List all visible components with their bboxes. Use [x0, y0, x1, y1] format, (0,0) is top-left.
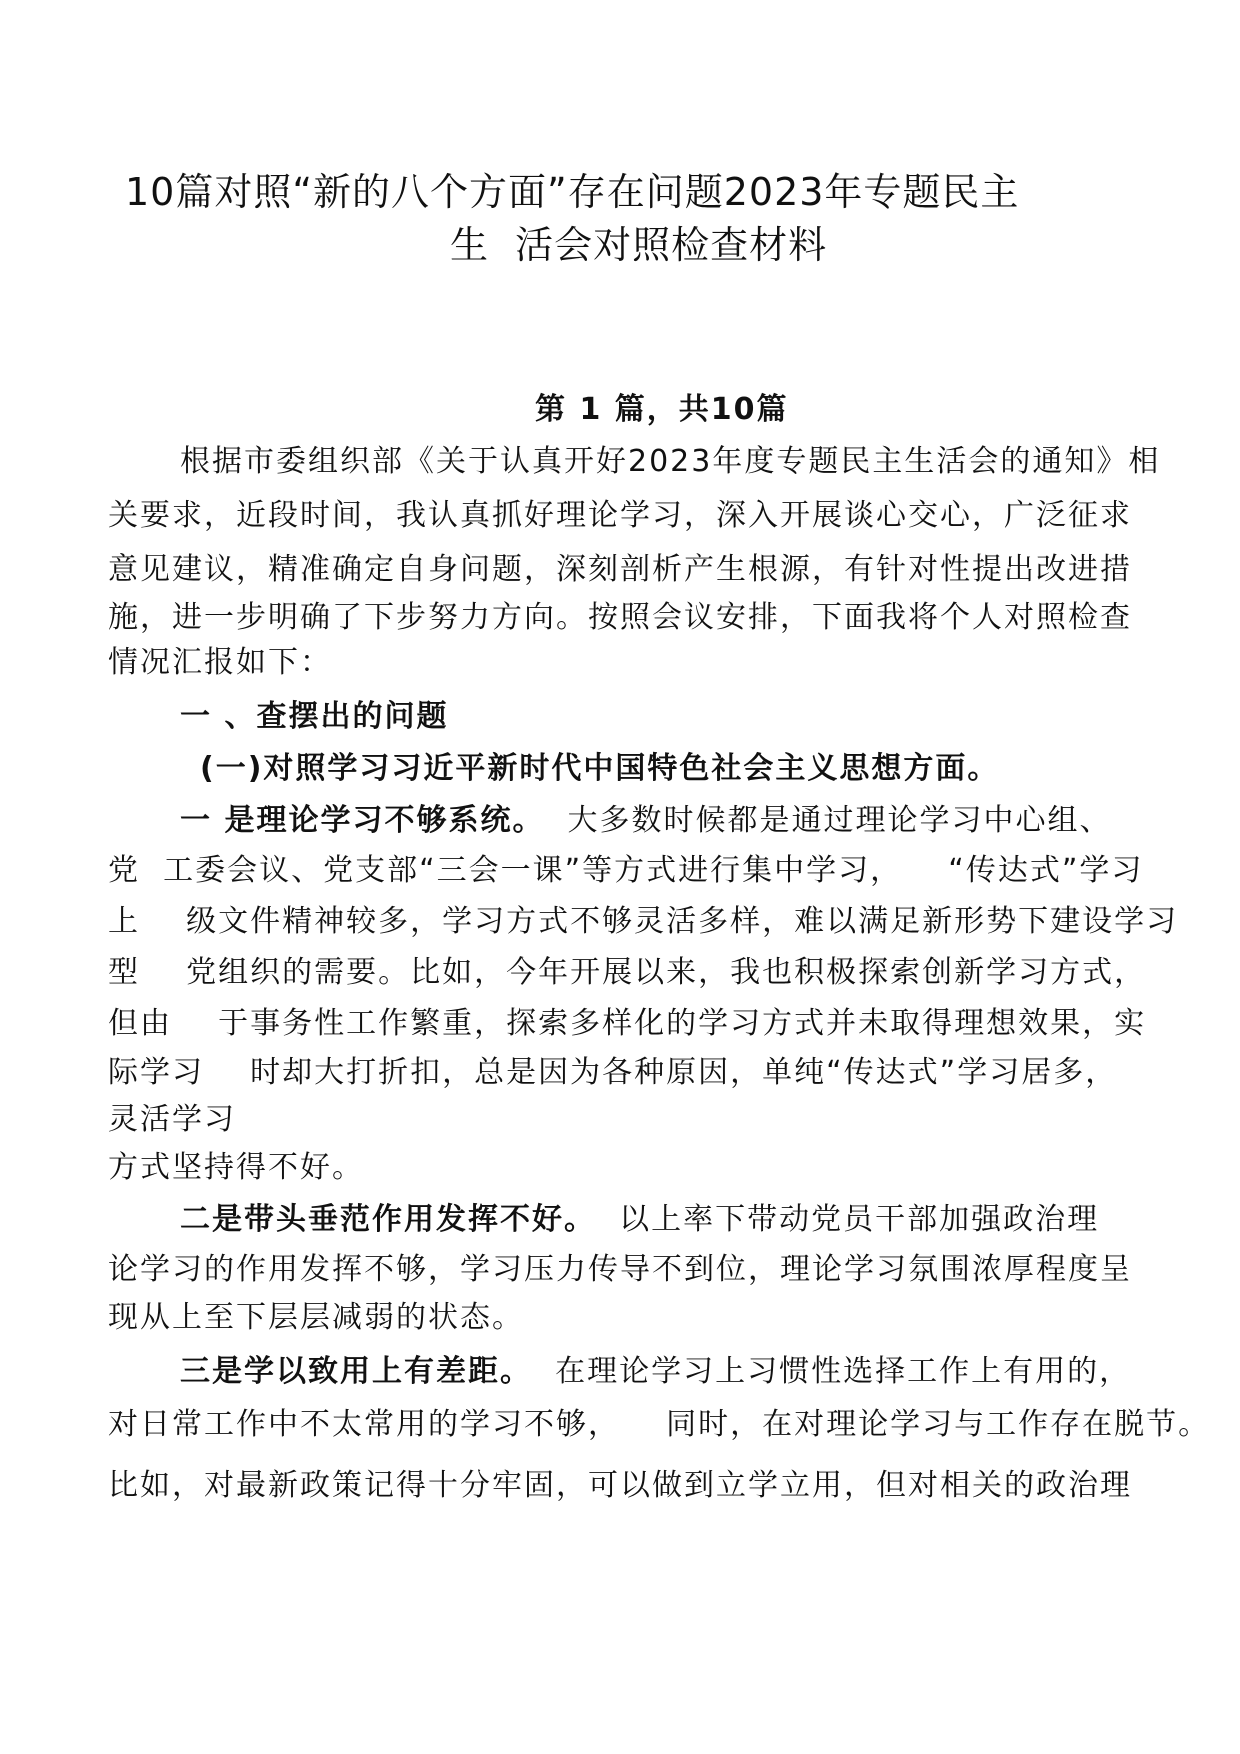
item1-first-rest: 大多数时候都是通过理论学习中心组、 [544, 803, 1112, 838]
item1-line: 但由 于事务性工作繁重，探索多样化的学习方式并未取得理想效果，实 [108, 1006, 1147, 1041]
item1-line: 党 工委会议、党支部“三会一课”等方式进行集中学习， “传达式”学习 [108, 853, 1144, 888]
intro-line: 意见建议，精准确定自身问题，深刻剖析产生根源，有针对性提出改进措 [108, 552, 1132, 587]
item1-line: 方式坚持得不好。 [108, 1150, 364, 1185]
part-heading: 一 、查摆出的问题 [180, 699, 449, 734]
item2-line: 现从上至下层层减弱的状态。 [108, 1300, 524, 1335]
title-line-2: 生 活会对照检查材料 [450, 223, 828, 267]
intro-line: 施，进一步明确了下步努力方向。按照会议安排，下面我将个人对照检查 [108, 600, 1132, 635]
intro-line: 关要求，近段时间，我认真抓好理论学习，深入开展谈心交心，广泛征求 [108, 498, 1132, 533]
item3-first-line [180, 1352, 1131, 1392]
item1-line: 型 党组织的需要。比如，今年开展以来，我也积极探索创新学习方式， [108, 955, 1147, 990]
item2-first-line [180, 1200, 1099, 1240]
item1-line: 上 级文件精神较多，学习方式不够灵活多样，难以满足新形势下建设学习 [108, 904, 1179, 939]
item1-line: 际学习 时却大打折扣，总是因为各种原因，单纯“传达式”学习居多， [108, 1055, 1118, 1090]
item3-line: 对日常工作中不太常用的学习不够， 同时，在对理论学习与工作存在脱节。 [108, 1407, 1211, 1442]
item2-lead: 二是带头垂范作用发挥不好。 [180, 1202, 596, 1237]
title-line-1: 10篇对照“新的八个方面”存在问题2023年专题民主 [125, 170, 1020, 214]
intro-line: 根据市委组织部《关于认真开好2023年度专题民主生活会的通知》相 [180, 444, 1161, 479]
item1-lead: 一 是理论学习不够系统。 [180, 803, 545, 838]
item1-line: 灵活学习 [108, 1102, 236, 1137]
section-heading: 第 1 篇，共10篇 [535, 392, 789, 427]
item3-first-rest: 在理论学习上习惯性选择工作上有用的， [532, 1354, 1132, 1389]
item2-line: 论学习的作用发挥不够，学习压力传导不到位，理论学习氛围浓厚程度呈 [108, 1252, 1132, 1287]
item1-first-line [180, 801, 1112, 841]
item3-lead: 三是学以致用上有差距。 [180, 1354, 532, 1389]
item3-line: 比如，对最新政策记得十分牢固，可以做到立学立用，但对相关的政治理 [108, 1468, 1132, 1503]
sub-heading: (一)对照学习习近平新时代中国特色社会主义思想方面。 [200, 751, 1000, 786]
item2-first-rest: 以上率下带动党员干部加强政治理 [596, 1202, 1100, 1237]
intro-line: 情况汇报如下： [108, 645, 332, 680]
